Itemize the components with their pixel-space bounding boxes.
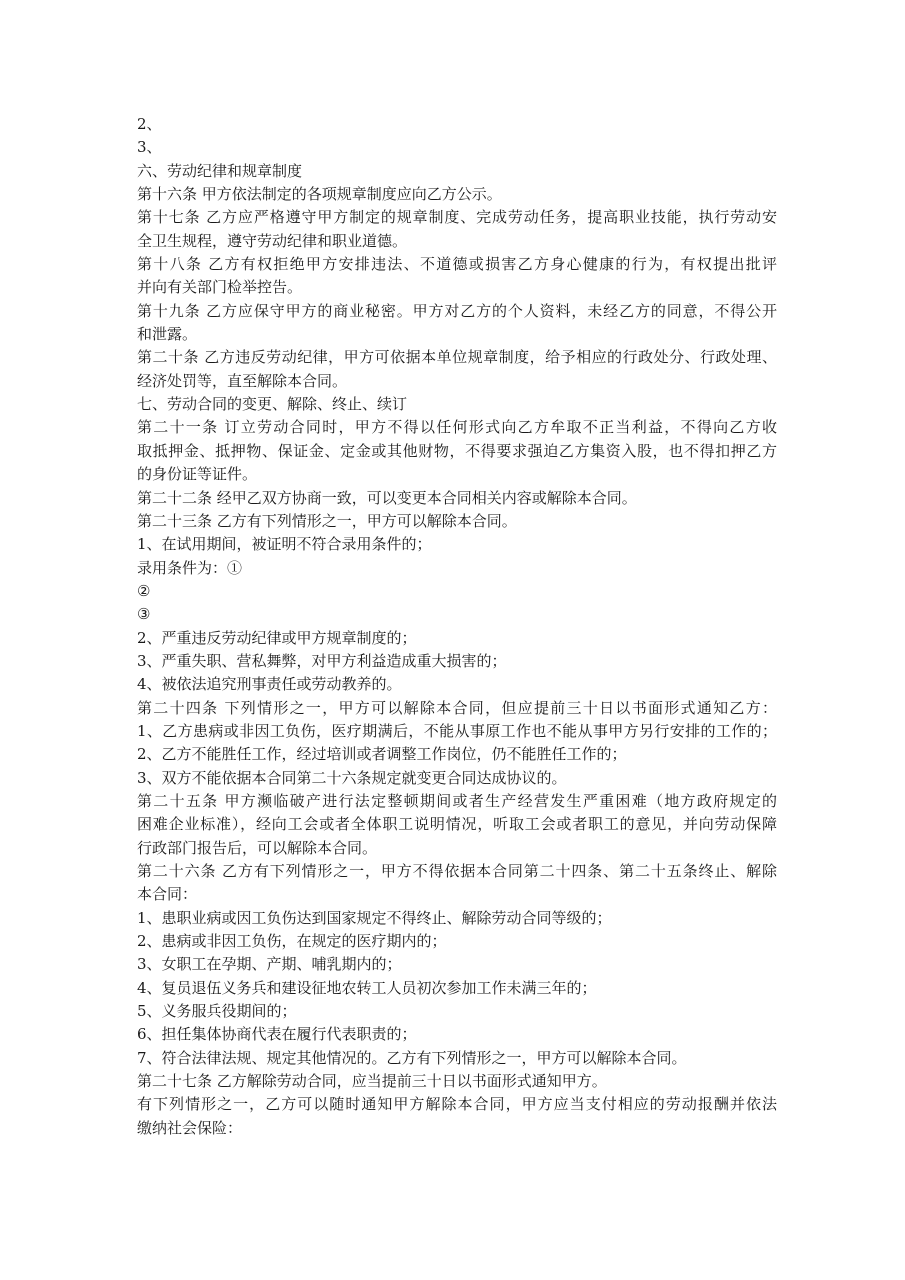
text-line: 1、患职业病或因工负伤达到国家规定不得终止、解除劳动合同等级的；	[137, 908, 612, 927]
text-line: 3、双方不能依据本合同第二十六条规定就变更合同达成协议的。	[137, 768, 567, 787]
text-line: 第二十三条 乙方有下列情形之一，甲方可以解除本合同。	[137, 511, 517, 530]
text-line: 1、乙方患病或非因工负伤，医疗期满后，不能从事原工作也不能从事甲方另行安排的工作的；	[137, 721, 777, 740]
text-line: 3、	[137, 138, 162, 157]
text-line: 录用条件为：①	[137, 558, 243, 577]
text-line: 本合同：	[137, 885, 198, 904]
text-line: 全卫生规程，遵守劳动纪律和职业道德。	[137, 231, 408, 250]
text-line: 取抵押金、抵押物、保证金、定金或其他财物，不得要求强迫乙方集资入股，也不得扣押乙方	[137, 441, 777, 460]
text-line: 和泄露。	[137, 325, 198, 344]
text-line: 1、在试用期间，被证明不符合录用条件的；	[137, 535, 432, 554]
text-line: 困难企业标准），经向工会或者全体职工说明情况，听取工会或者职工的意见，并向劳动保障	[137, 815, 777, 834]
text-line: 第二十四条 下列情形之一，甲方可以解除本合同，但应提前三十日以书面形式通知乙方：	[137, 698, 777, 717]
text-line: 4、复员退伍义务兵和建设征地农转工人员初次参加工作未满三年的；	[137, 978, 597, 997]
text-line: ②	[137, 581, 151, 600]
text-line: 第二十五条 甲方濒临破产进行法定整顿期间或者生产经营发生严重困难（地方政府规定的	[137, 791, 777, 810]
text-line: 并向有关部门检举控告。	[137, 278, 303, 297]
text-line: ③	[137, 605, 151, 624]
text-line: 3、女职工在孕期、产期、哺乳期内的；	[137, 955, 402, 974]
text-line: 经济处罚等，直至解除本合同。	[137, 371, 348, 390]
text-line: 第十九条 乙方应保守甲方的商业秘密。甲方对乙方的个人资料，未经乙方的同意，不得公开	[137, 301, 777, 320]
text-line: 第十七条 乙方应严格遵守甲方制定的规章制度、完成劳动任务，提高职业技能，执行劳动安	[137, 208, 777, 227]
text-line: 2、严重违反劳动纪律或甲方规章制度的；	[137, 628, 417, 647]
text-line: 2、患病或非因工负伤，在规定的医疗期内的；	[137, 932, 447, 951]
text-line: 第二十二条 经甲乙双方协商一致，可以变更本合同相关内容或解除本合同。	[137, 488, 637, 507]
text-line: 2、乙方不能胜任工作，经过培训或者调整工作岗位，仍不能胜任工作的；	[137, 745, 627, 764]
text-line: 6、担任集体协商代表在履行代表职责的；	[137, 1025, 417, 1044]
text-line: 5、义务服兵役期间的；	[137, 1002, 297, 1021]
text-line: 行政部门报告后，可以解除本合同。	[137, 838, 378, 857]
text-line: 7、符合法律法规、规定其他情况的。乙方有下列情形之一，甲方可以解除本合同。	[137, 1048, 687, 1067]
text-line: 有下列情形之一，乙方可以随时通知甲方解除本合同，甲方应当支付相应的劳动报酬并依法	[137, 1095, 777, 1114]
text-line: 3、严重失职、营私舞弊，对甲方利益造成重大损害的；	[137, 651, 507, 670]
document-page	[137, 113, 777, 1140]
text-line: 第十六条 甲方依法制定的各项规章制度应向乙方公示。	[137, 185, 502, 204]
text-line: 的身份证等证件。	[137, 465, 258, 484]
text-line: 七、劳动合同的变更、解除、终止、续订	[137, 395, 408, 414]
text-line: 2、	[137, 115, 162, 133]
text-line: 六、劳动纪律和规章制度	[137, 161, 303, 180]
text-line: 4、被依法追究刑事责任或劳动教养的。	[137, 675, 402, 694]
text-line: 第二十条 乙方违反劳动纪律，甲方可依据本单位规章制度，给予相应的行政处分、行政处理、	[137, 348, 777, 367]
text-line: 第二十六条 乙方有下列情形之一，甲方不得依据本合同第二十四条、第二十五条终止、解除	[137, 862, 777, 880]
text-line: 第二十一条 订立劳动合同时，甲方不得以任何形式向乙方牟取不正当利益，不得向乙方收	[137, 418, 777, 437]
text-line: 缴纳社会保险：	[137, 1118, 243, 1137]
text-line: 第十八条 乙方有权拒绝甲方安排违法、不道德或损害乙方身心健康的行为，有权提出批评	[137, 255, 777, 274]
text-line: 第二十七条 乙方解除劳动合同，应当提前三十日以书面形式通知甲方。	[137, 1072, 607, 1091]
